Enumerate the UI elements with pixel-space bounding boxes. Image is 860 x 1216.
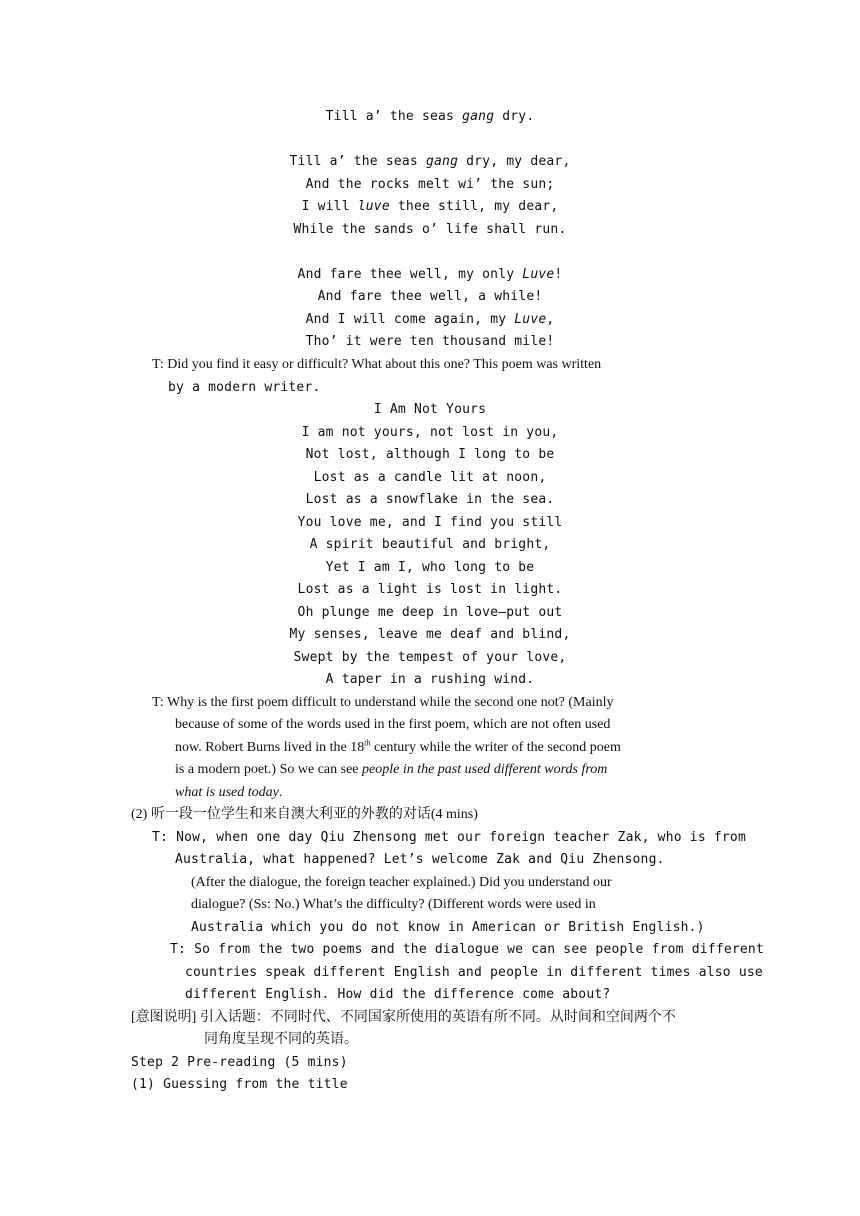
poem2-line: Yet I am I, who long to be <box>325 560 535 575</box>
poem2-line: My senses, leave me deaf and blind, <box>289 627 571 642</box>
teacher-question: T: Did you find it easy or difficult? What about this one? This poem was written <box>152 357 602 372</box>
intent-note-cont: 同角度呈现不同的英语。 <box>204 1032 358 1047</box>
poem1-line: Till a’ the seas gang dry. <box>325 109 535 124</box>
poem2-line: Oh plunge me deep in love—put out <box>297 605 563 620</box>
teacher-answer-line: is a modern poet.) So we can see people in the past used different words from <box>175 762 608 777</box>
poem2-line: I am not yours, not lost in you, <box>301 425 559 440</box>
intent-note: [意图说明] 引入话题：不同时代、不同国家所使用的英语有所不同。从时间和空间两个不 <box>131 1010 676 1025</box>
teacher-question: T: Why is the first poem difficult to understand while the second one not? (Mainly <box>152 695 614 710</box>
poem1-line: While the sands o’ life shall run. <box>293 222 567 237</box>
teacher-answer-line: what is used today. <box>175 785 283 800</box>
teacher-speech: Australia which you do not know in American or British English.) <box>191 920 705 935</box>
poem2-line: Lost as a light is lost in light. <box>297 582 563 597</box>
teacher-answer-line: because of some of the words used in the first poem, which are not often used <box>175 717 611 732</box>
poem1-line: And fare thee well, my only Luve! <box>297 267 563 282</box>
poem2-line: Lost as a candle lit at noon, <box>313 470 547 485</box>
poem2-line: Swept by the tempest of your love, <box>293 650 567 665</box>
poem2-line: You love me, and I find you still <box>297 515 563 530</box>
sub-heading: (1) Guessing from the title <box>131 1077 348 1092</box>
poem1-line: Tho’ it were ten thousand mile! <box>305 334 555 349</box>
poem1-line: And fare thee well, a while! <box>317 289 543 304</box>
poem2-line: A taper in a rushing wind. <box>325 672 535 687</box>
poem2-line: A spirit beautiful and bright, <box>309 537 551 552</box>
teacher-speech: dialogue? (Ss: No.) What’s the difficulty? (Different words were used in <box>191 897 596 912</box>
teacher-answer-line: now. Robert Burns lived in the 18th century while the writer of the second poem <box>175 738 621 755</box>
poem1-line: I will luve thee still, my dear, <box>301 199 559 214</box>
teacher-speech: (After the dialogue, the foreign teacher explained.) Did you understand our <box>191 875 612 890</box>
step-heading: Step 2 Pre-reading (5 mins) <box>131 1055 348 1070</box>
poem1-line: And I will come again, my Luve, <box>305 312 555 327</box>
teacher-speech: different English. How did the difference come about? <box>185 987 611 1002</box>
teacher-speech: T: So from the two poems and the dialogue we can see people from different <box>170 942 764 957</box>
teacher-question-cont: by a modern writer. <box>168 380 321 395</box>
poem2-line: Lost as a snowflake in the sea. <box>305 492 555 507</box>
poem2-title: I Am Not Yours <box>373 402 487 417</box>
poem1-line: Till a’ the seas gang dry, my dear, <box>289 154 571 169</box>
poem2-line: Not lost, although I long to be <box>305 447 555 462</box>
section-heading: (2) 听一段一位学生和来自澳大利亚的外教的对话(4 mins) <box>131 807 478 822</box>
poem1-line: And the rocks melt wi’ the sun; <box>305 177 555 192</box>
teacher-speech: T: Now, when one day Qiu Zhensong met our foreign teacher Zak, who is from <box>152 830 746 845</box>
teacher-speech: Australia, what happened? Let’s welcome Zak and Qiu Zhensong. <box>175 852 665 867</box>
teacher-speech: countries speak different English and people in different times also use <box>185 965 763 980</box>
